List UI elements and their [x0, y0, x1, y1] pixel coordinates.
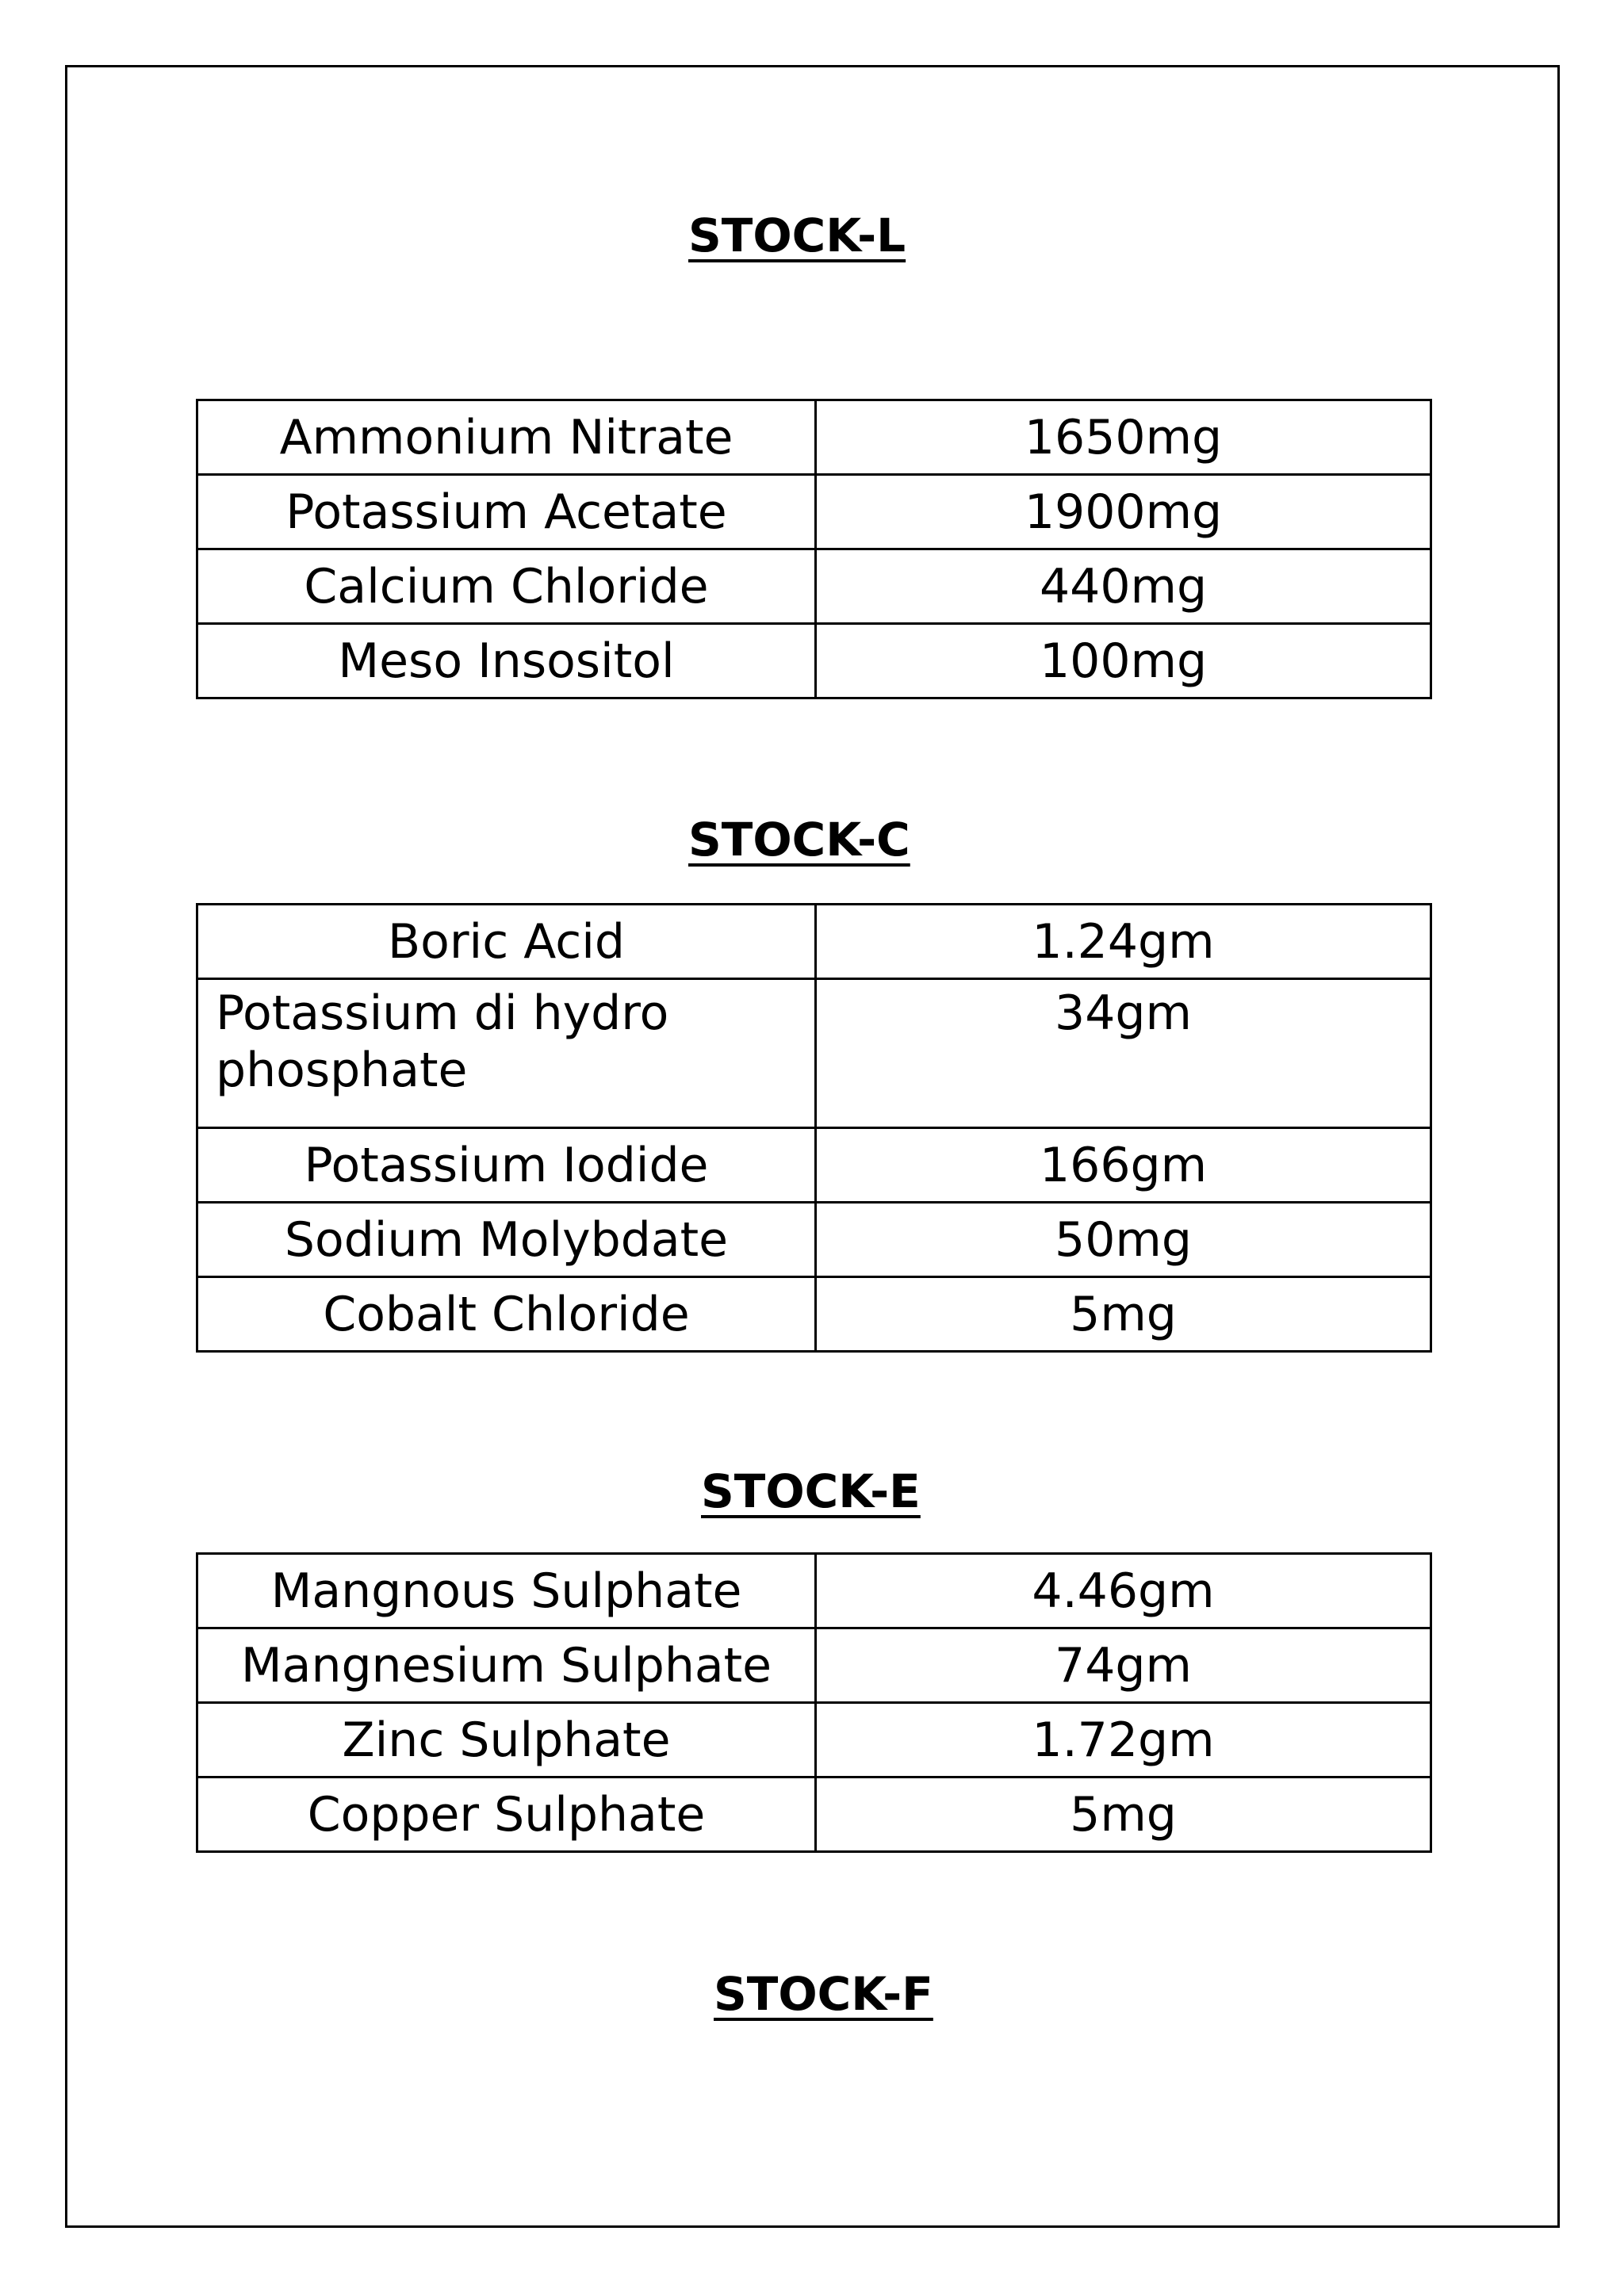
- table-row: [197, 1277, 1431, 1352]
- table-row: [197, 624, 1431, 698]
- ingredient-amount: 1.24gm: [816, 905, 1431, 979]
- ingredient-amount: 440mg: [816, 549, 1431, 624]
- ingredient-name: Copper Sulphate: [197, 1777, 816, 1852]
- table-row: [197, 475, 1431, 549]
- ingredient-amount: 74gm: [816, 1628, 1431, 1703]
- ingredient-name: Potassium di hydro phosphate: [197, 979, 816, 1128]
- ingredient-name: Mangnous Sulphate: [197, 1554, 816, 1628]
- table-row: [197, 549, 1431, 624]
- ingredient-name: Zinc Sulphate: [197, 1703, 816, 1777]
- ingredient-name: Potassium Iodide: [197, 1128, 816, 1203]
- table-row: [197, 979, 1431, 1128]
- table-row: [197, 1703, 1431, 1777]
- ingredient-name: Boric Acid: [197, 905, 816, 979]
- ingredient-amount: 50mg: [816, 1203, 1431, 1277]
- table-row: [197, 1128, 1431, 1203]
- ingredient-amount: 5mg: [816, 1777, 1431, 1852]
- ingredient-amount: 100mg: [816, 624, 1431, 698]
- table-row: [197, 1777, 1431, 1852]
- ingredient-name: Calcium Chloride: [197, 549, 816, 624]
- ingredient-name: Meso Insositol: [197, 624, 816, 698]
- stock-l-table: [196, 399, 1432, 699]
- ingredient-amount: 5mg: [816, 1277, 1431, 1352]
- ingredient-amount: 1900mg: [816, 475, 1431, 549]
- ingredient-amount: 1650mg: [816, 400, 1431, 475]
- table-row: [197, 1628, 1431, 1703]
- table-row: [197, 1554, 1431, 1628]
- ingredient-name: Cobalt Chloride: [197, 1277, 816, 1352]
- ingredient-name: Ammonium Nitrate: [197, 400, 816, 475]
- ingredient-amount: 34gm: [816, 979, 1431, 1128]
- ingredient-amount: 1.72gm: [816, 1703, 1431, 1777]
- table-row: [197, 400, 1431, 475]
- ingredient-name: Mangnesium Sulphate: [197, 1628, 816, 1703]
- table-row: [197, 905, 1431, 979]
- ingredient-name: Sodium Molybdate: [197, 1203, 816, 1277]
- stock-e-table: [196, 1552, 1432, 1853]
- ingredient-name: Potassium Acetate: [197, 475, 816, 549]
- table-row: [197, 1203, 1431, 1277]
- stock-f-heading: STOCK-F: [714, 1967, 933, 2021]
- ingredient-amount: 166gm: [816, 1128, 1431, 1203]
- stock-l-heading: STOCK-L: [688, 209, 906, 262]
- ingredient-amount: 4.46gm: [816, 1554, 1431, 1628]
- stock-c-table: [196, 903, 1432, 1353]
- stock-c-heading: STOCK-C: [688, 813, 910, 867]
- stock-e-heading: STOCK-E: [701, 1464, 921, 1518]
